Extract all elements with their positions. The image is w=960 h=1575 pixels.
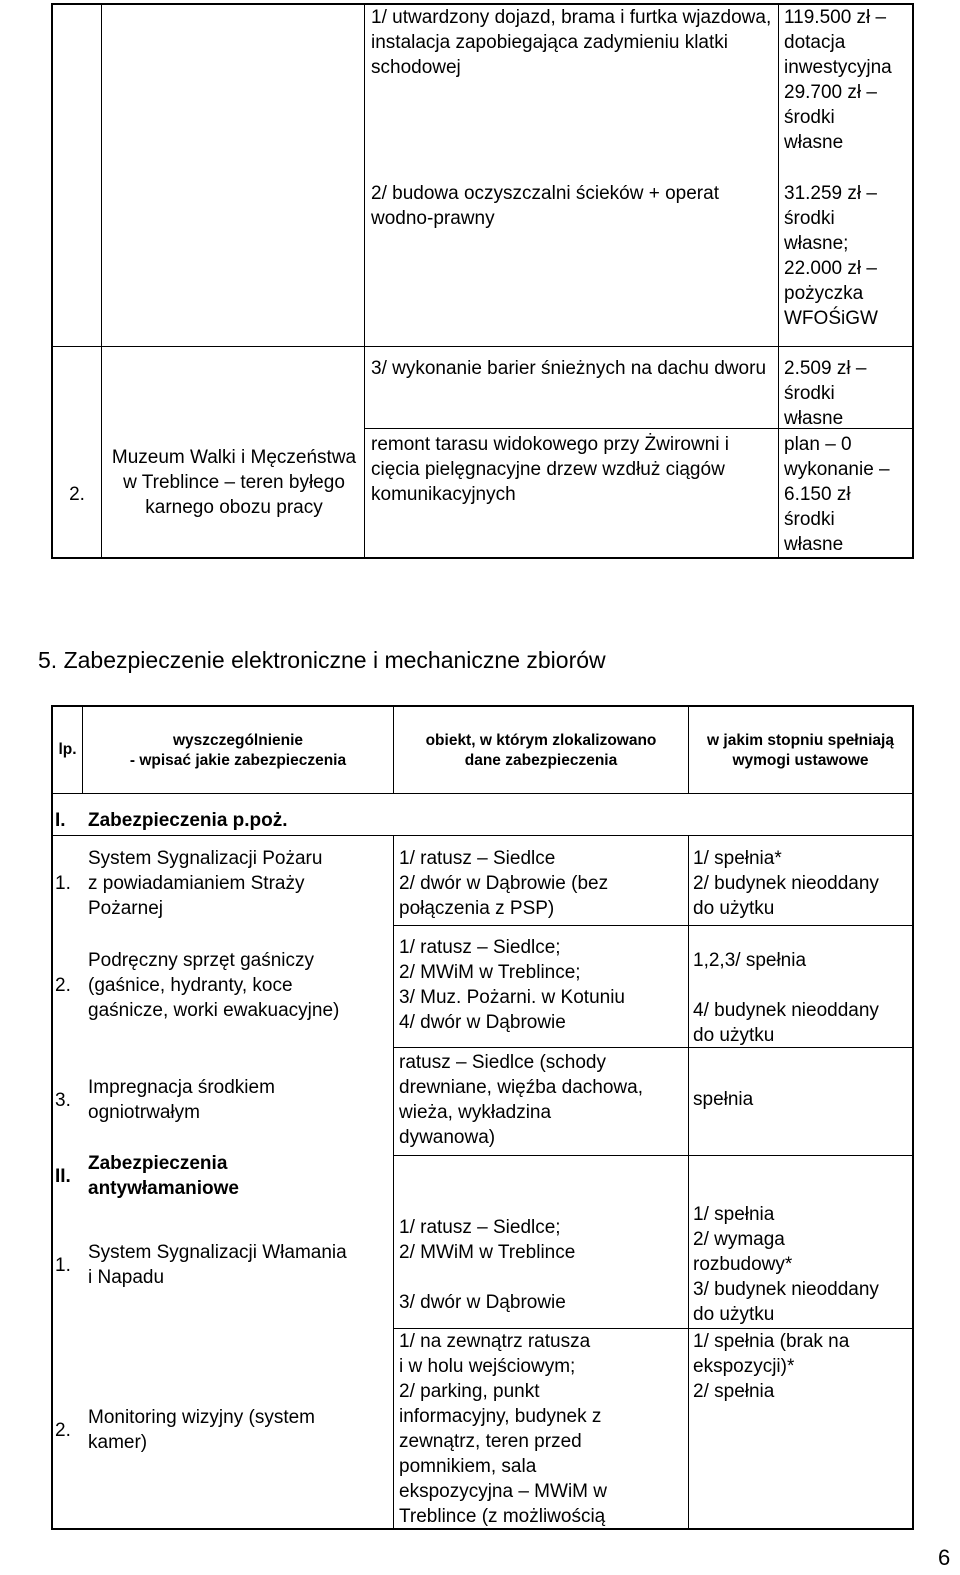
row-ii2-object: 1/ na zewnątrz ratusza i w holu wejściowym; 2/ parking, punkt informacyjny, budynek z zewnątrz, teren przed pomnikiem, sala ekspozycyjna – MWiM w Treblince (z możliwością	[399, 1331, 607, 1527]
group-ii-number: II.	[55, 1166, 71, 1187]
table1-border-right	[912, 3, 914, 559]
row-i2-number: 2.	[55, 975, 71, 996]
row-ii1-degree: 1/ spełnia 2/ wymaga rozbudowy* 3/ budynek nieoddany do użytku	[693, 1204, 879, 1325]
row-i1-degree: 1/ spełnia* 2/ budynek nieoddany do użytku	[693, 848, 879, 919]
table1-border-left	[51, 3, 53, 559]
table1-row-divider-1	[51, 346, 914, 347]
table1-row1-task: 1/ utwardzony dojazd, brama i furtka wjazdowa, instalacja zapobiegająca zadymieniu klatki schodowej	[371, 7, 772, 78]
table1-border-bottom	[51, 557, 914, 559]
table2-row-divider-3	[393, 1155, 914, 1156]
row-ii1-number: 1.	[55, 1255, 71, 1276]
row-i2-description: Podręczny sprzęt gaśniczy (gaśnice, hydranty, koce gaśnicze, worki ewakuacyjne)	[88, 950, 340, 1021]
table1-row3-value: 2.509 zł – środki własne	[784, 358, 867, 429]
table1-row4-number: 2.	[69, 484, 85, 505]
table2-col-divider-2b	[393, 835, 394, 1530]
column-header-degree: w jakim stopniu spełniają wymogi ustawowe	[707, 732, 894, 769]
table2-border-left	[51, 705, 53, 1530]
table2-col-divider-3b	[688, 835, 689, 1530]
group-i-label: Zabezpieczenia p.poż.	[88, 810, 288, 831]
group-ii-label: Zabezpieczenia antywłamaniowe	[88, 1153, 239, 1199]
row-ii1-object-b: 3/ dwór w Dąbrowie	[399, 1292, 566, 1313]
row-ii1-object-a: 1/ ratusz – Siedlce; 2/ MWiM w Treblince	[399, 1217, 576, 1263]
table1-col-divider-1	[101, 3, 102, 559]
row-ii1-description: System Sygnalizacji Włamania i Napadu	[88, 1242, 347, 1288]
table2-border-top	[51, 705, 914, 707]
table1-row4-value: plan – 0 wykonanie – 6.150 zł środki własne	[784, 434, 890, 555]
row-ii2-number: 2.	[55, 1420, 71, 1441]
table1-row3-task: 3/ wykonanie barier śnieżnych na dachu dworu	[371, 358, 767, 379]
column-header-lp: lp.	[58, 741, 77, 758]
row-i1-object: 1/ ratusz – Siedlce 2/ dwór w Dąbrowie (bez połączenia z PSP)	[399, 848, 609, 919]
table2-group-bottom	[51, 835, 914, 836]
table2-header-bottom	[51, 793, 914, 794]
column-header-description: wyszczególnienie - wpisać jakie zabezpieczenia	[129, 732, 347, 769]
section-title: 5. Zabezpieczenie elektroniczne i mechaniczne zbiorów	[38, 647, 606, 673]
row-i3-description: Impregnacja środkiem ogniotrwałym	[88, 1077, 275, 1123]
row-i3-object: ratusz – Siedlce (schody drewniane, więźba dachowa, wieża, wykładzina dywanowa)	[399, 1052, 643, 1148]
row-ii2-description: Monitoring wizyjny (system kamer)	[88, 1407, 315, 1453]
row-i3-number: 3.	[55, 1090, 71, 1111]
row-ii2-degree: 1/ spełnia (brak na ekspozycji)* 2/ spełnia	[693, 1331, 850, 1402]
row-i1-number: 1.	[55, 873, 71, 894]
row-i3-degree: spełnia	[693, 1089, 754, 1110]
table1-row4-institution: Muzeum Walki i Męczeństwa w Treblince – teren byłego karnego obozu pracy	[111, 447, 357, 518]
group-i-number: I.	[55, 810, 66, 831]
table2-row-divider-1	[393, 925, 914, 926]
table1-row1-value: 119.500 zł – dotacja inwestycyjna 29.700 zł – środki własne	[784, 7, 892, 153]
row-i2-object: 1/ ratusz – Siedlce; 2/ MWiM w Treblince; 3/ Muz. Pożarni. w Kotuniu 4/ dwór w Dąbrowie	[399, 937, 625, 1033]
table1-row2-task: 2/ budowa oczyszczalni ścieków + operat wodno-prawny	[371, 183, 719, 229]
table1-col-divider-3	[778, 3, 779, 559]
column-header-object: obiekt, w którym zlokalizowano dane zabezpieczenia	[425, 732, 657, 769]
table1-row2-value: 31.259 zł – środki własne; 22.000 zł – pożyczka WFOŚiGW	[784, 183, 878, 329]
table1-row4-task: remont tarasu widokowego przy Żwirowni i cięcia pielęgnacyjne drzew wzdłuż ciągów komunikacyjnych	[371, 434, 729, 505]
row-i1-description: System Sygnalizacji Pożaru z powiadamianiem Straży Pożarnej	[88, 848, 323, 919]
row-i2-degree-a: 1,2,3/ spełnia	[693, 950, 807, 971]
table2-border-right	[912, 705, 914, 1530]
row-i2-degree-b: 4/ budynek nieoddany do użytku	[693, 1000, 879, 1046]
table1-col-divider-2	[364, 3, 365, 559]
page-number: 6	[938, 1545, 951, 1570]
